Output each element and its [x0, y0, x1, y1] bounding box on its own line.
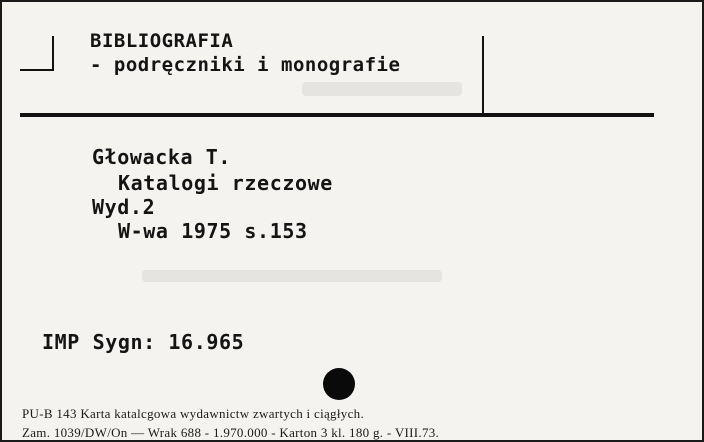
header-left-tick	[52, 36, 54, 70]
header-right-rule	[482, 36, 484, 114]
paper-smudge	[302, 82, 462, 96]
punch-hole	[323, 368, 355, 400]
call-number: IMP Sygn: 16.965	[42, 330, 245, 354]
header-bottom-rule	[20, 113, 654, 117]
footer-line-2: Zam. 1039/DW/On — Wrak 688 - 1.970.000 - Karton 3 kl. 180 g. - VIII.73.	[22, 425, 440, 440]
footer-line-1: PU-B 143 Karta katalcgowa wydawnictw zwartych i ciągłych.	[22, 406, 364, 421]
subject-subheading: - podręczniki i monografie	[90, 54, 401, 76]
subject-heading: BIBLIOGRAFIA	[90, 30, 234, 52]
entry-title: Katalogi rzeczowe	[118, 171, 333, 195]
header-left-underline	[20, 69, 54, 71]
entry-edition: Wyd.2	[92, 195, 156, 219]
entry-imprint: W-wa 1975 s.153	[118, 219, 308, 243]
entry-author: Głowacka T.	[92, 145, 232, 169]
paper-smudge	[142, 270, 442, 282]
